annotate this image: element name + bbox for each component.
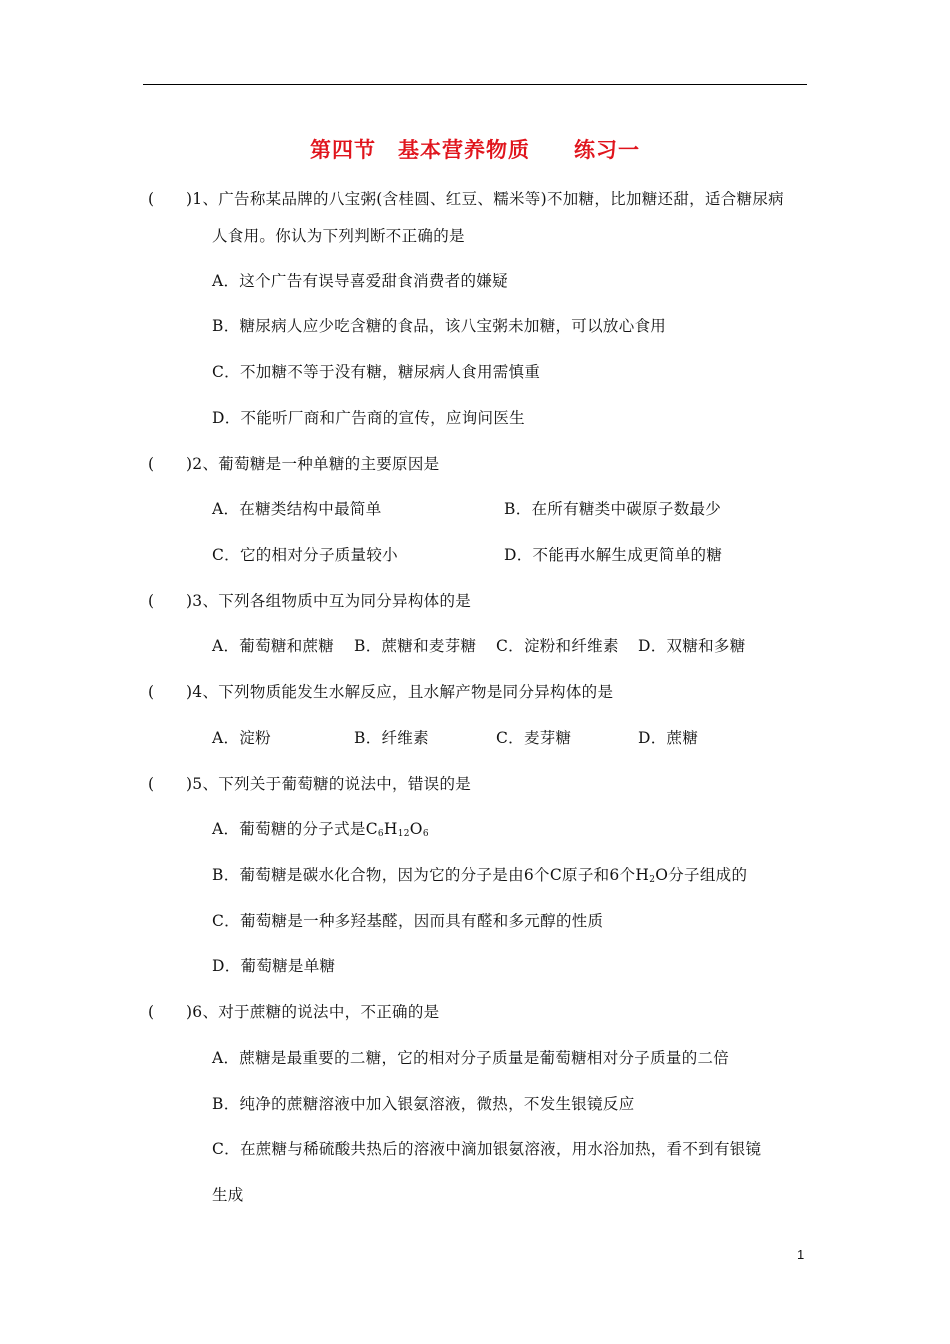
question-1-option-a: A．这个广告有误导喜爱甜食消费者的嫌疑 — [212, 272, 508, 290]
formula-atom: C — [365, 820, 378, 838]
answer-paren: ( ) — [148, 190, 193, 208]
answer-paren: ( ) — [148, 775, 193, 793]
question-text: 3、下列各组物质中互为同分异构体的是 — [192, 592, 472, 610]
formula-atom: H — [635, 866, 650, 884]
question-2-option-a: A．在糖类结构中最简单 — [212, 500, 382, 518]
question-1-stem — [148, 189, 784, 209]
question-3-option-d: D．双糖和多糖 — [638, 637, 746, 655]
answer-paren: ( ) — [148, 455, 193, 473]
question-5-option-b — [212, 865, 747, 885]
question-3-option-b: B．蔗糖和麦芽糖 — [354, 637, 477, 655]
question-4-option-d: D．蔗糖 — [638, 729, 699, 747]
formula-subscript: 12 — [397, 829, 410, 839]
question-2-option-b: B．在所有糖类中碳原子数最少 — [504, 500, 722, 518]
question-5-option-c: C．葡萄糖是一种多羟基醛，因而具有醛和多元醇的性质 — [212, 912, 604, 930]
formula-subscript: 6 — [422, 829, 429, 839]
question-1-option-c: C．不加糖不等于没有糖，糖尿病人食用需慎重 — [212, 363, 541, 381]
question-6-option-a: A．蔗糖是最重要的二糖，它的相对分子质量是葡萄糖相对分子质量的二倍 — [212, 1049, 730, 1067]
option-text: 分子组成的 — [668, 866, 748, 884]
question-1-option-d: D．不能听厂商和广告商的宣传，应询问医生 — [212, 409, 525, 427]
question-2-option-d: D．不能再水解生成更简单的糖 — [504, 546, 723, 564]
header-rule — [143, 84, 807, 85]
question-text: 2、葡萄糖是一种单糖的主要原因是 — [192, 455, 440, 473]
question-text: 4、下列物质能发生水解反应，且水解产物是同分异构体的是 — [192, 683, 614, 701]
question-3-option-c: C．淀粉和纤维素 — [496, 637, 619, 655]
question-2-stem — [148, 454, 439, 474]
option-text: B．葡萄糖是碳水化合物，因为它的分子是由6个C原子和6个 — [212, 866, 636, 884]
answer-paren: ( ) — [148, 592, 193, 610]
formula-atom: H — [383, 820, 398, 838]
question-5-option-d: D．葡萄糖是单糖 — [212, 957, 336, 975]
question-1-option-b: B．糖尿病人应少吃含糖的食品，该八宝粥未加糖，可以放心食用 — [212, 317, 667, 335]
question-6-stem — [148, 1002, 439, 1022]
question-text: 1、广告称某品牌的八宝粥(含桂圆、红豆、糯米等)不加糖，比加糖还甜，适合糖尿病 — [192, 190, 784, 208]
formula-subscript: 6 — [377, 829, 384, 839]
question-4-option-a: A．淀粉 — [212, 729, 271, 747]
formula-atom: O — [655, 866, 669, 884]
formula-atom: O — [409, 820, 423, 838]
question-6-option-b: B．纯净的蔗糖溶液中加入银氨溶液，微热，不发生银镜反应 — [212, 1095, 635, 1113]
answer-paren: ( ) — [148, 683, 193, 701]
question-3-option-a: A．葡萄糖和蔗糖 — [212, 637, 335, 655]
question-4-stem — [148, 682, 613, 702]
question-2-option-c: C．它的相对分子质量较小 — [212, 546, 398, 564]
question-4-option-b: B．纤维素 — [354, 729, 429, 747]
formula-subscript: 2 — [649, 875, 656, 885]
answer-paren: ( ) — [148, 1003, 193, 1021]
question-6-option-c-cont: 生成 — [212, 1186, 244, 1204]
page-title: 第四节 基本营养物质 练习一 — [310, 138, 640, 162]
question-1-stem-cont: 人食用。你认为下列判断不正确的是 — [212, 227, 465, 245]
question-5-option-a — [212, 819, 429, 839]
page-number: 1 — [797, 1247, 805, 1262]
question-4-option-c: C．麦芽糖 — [496, 729, 572, 747]
question-3-stem — [148, 591, 471, 611]
question-text: 5、下列关于葡萄糖的说法中，错误的是 — [192, 775, 472, 793]
option-text: A．葡萄糖的分子式是 — [212, 820, 366, 838]
question-text: 6、对于蔗糖的说法中，不正确的是 — [192, 1003, 440, 1021]
question-6-option-c: C．在蔗糖与稀硫酸共热后的溶液中滴加银氨溶液，用水浴加热，看不到有银镜 — [212, 1140, 762, 1158]
question-5-stem — [148, 774, 471, 794]
